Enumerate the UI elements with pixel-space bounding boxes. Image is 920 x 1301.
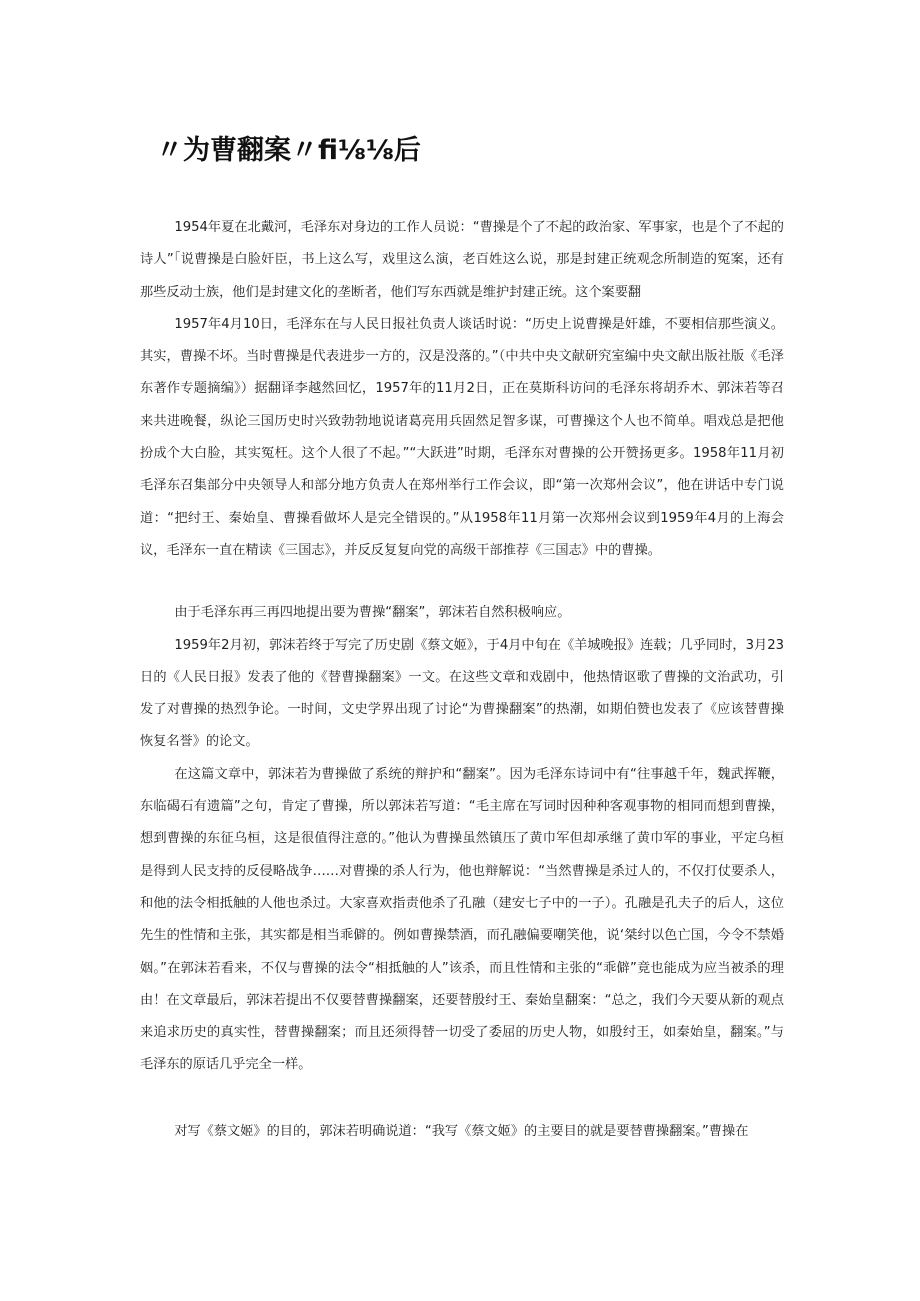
paragraph: 在这篇文章中，郭沫若为曹操做了系统的辩护和“翻案”。因为毛泽东诗词中有“往事越千年，魏武挥鞭，东临碣石有遗篇”之句，肯定了曹操，所以郭沫若写道：“毛主席在写词时因种种客观事物的相同而想到曹操，想到曹操的东征乌桓，这是很值得注意的。”他认为曹操虽然镇压了黄巾军但却承继了黄巾军的事业，平定乌桓是得到人民支持的反侵略战争……对曹操的杀人行为，他也辩解说：“当然曹操是杀过人的，不仅打仗要杀人，和他的法令相抵触的人他也杀过。大家喜欢指责他杀了孔融（建安七子中的一子）。孔融是孔夫子的后人，这位先生的性情和主张，其实都是相当乖僻的。例如曹操禁酒，而孔融偏要嘲笑他，说‘桀纣以色亡国，今令不禁婚姻。”在郭沫若看来，不仅与曹操的法令“相抵触的人”该杀，而且性情和主张的“乖僻”竟也能成为应当被杀的理由！在文章最后，郭沫若提出不仅要替曹操翻案，还要替殷纣王、秦始皇翻案：“总之，我们今天要从新的观点来追求历史的真实性，替曹操翻案；而且还须得替一切受了委屈的历史人物，如殷纣王，如秦始皇，翻案。”与毛泽东的原话几乎完全一样。	[140, 766, 784, 1073]
document-body	[140, 212, 784, 1148]
paragraph: 1959年2月初，郭沫若终于写完了历史剧《蔡文姬》，于4月中旬在《羊城晚报》连载；几乎同时，3月23日的《人民日报》发表了他的《替曹操翻案》一文。在这些文章和戏剧中，他热情讴歌了曹操的文治武功，引发了对曹操的热烈争论。一时间，文史学界出现了讨论“为曹操翻案”的热潮，如期伯赞也发表了《应该替曹操恢复名誉》的论文。	[140, 637, 784, 750]
paragraph-spacer	[140, 1082, 784, 1116]
paragraph-spacer	[140, 567, 784, 597]
paragraph: 对写《蔡文姬》的目的，郭沫若明确说道：“我写《蔡文姬》的主要目的就是要替曹操翻案。”曹操在	[174, 1123, 749, 1139]
document-title: 〃为曹翻案〃fi⅛⅛后	[156, 135, 421, 166]
paragraph: 1954年夏在北戴河，毛泽东对身边的工作人员说：“曹操是个了不起的政治家、军事家，也是个了不起的诗人”「说曹操是白脸奸臣，书上这么写，戏里这么演，老百姓这么说，那是封建正统观念所制造的冤案，还有那些反动士族，他们是封建文化的垄断者，他们写东西就是维护封建正统。这个案要翻	[140, 220, 784, 300]
paragraph: 由于毛泽东再三再四地提出要为曹操“翻案”，郭沫若自然积极响应。	[174, 605, 571, 621]
paragraph: 1957年4月10日，毛泽东在与人民日报社负责人谈话时说：“历史上说曹操是奸雄，不要相信那些演义。其实，曹操不坏。当时曹操是代表进步一方的，汉是没落的。”（中共中央文献研究室编中央文献出版社版《毛泽东著作专题摘编》）据翻译李越然回忆，1957年的11月2日，正在莫斯科访问的毛泽东将胡乔木、郭沫若等召来共进晚餐，纵论三国历史时兴致勃勃地说诸葛亮用兵固然足智多谋，可曹操这个人也不简单。唱戏总是把他扮成个大白脸，其实冤枉。这个人很了不起。”“大跃进”时期，毛泽东对曹操的公开赞扬更多。1958年11月初毛泽东召集部分中央领导人和部分地方负责人在郑州举行工作会议，即“第一次郑州会议”，他在讲话中专门说道：“把纣王、秦始皇、曹操看做坏人是完全错误的。”从1958年11月第一次郑州会议到1959年4月的上海会议，毛泽东一直在精读《三国志》，并反反复复向党的高级干部推荐《三国志》中的曹操。	[140, 316, 784, 558]
